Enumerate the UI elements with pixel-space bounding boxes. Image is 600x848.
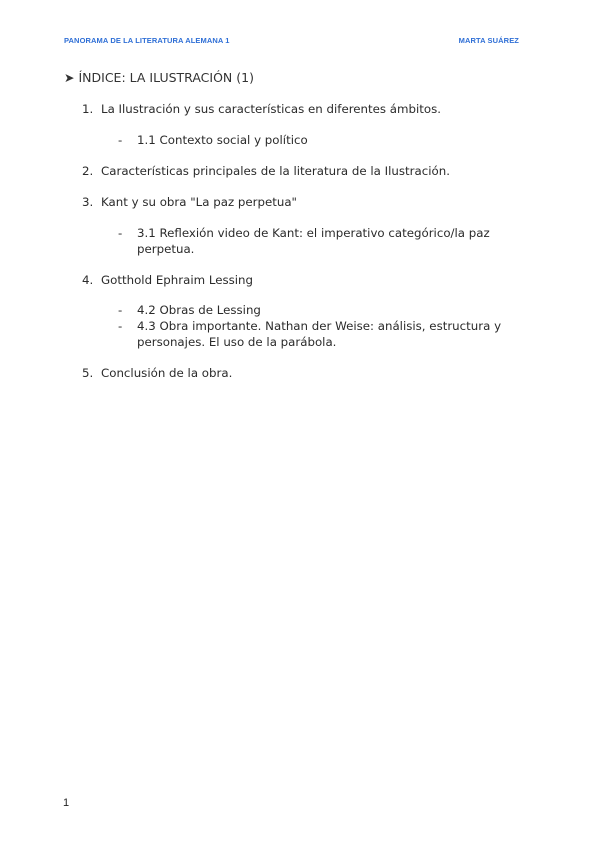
- item-number: 1.: [82, 102, 94, 116]
- index-title-text: ÍNDICE: LA ILUSTRACIÓN (1): [78, 70, 254, 85]
- dash-bullet: -: [118, 226, 123, 240]
- dash-bullet: -: [118, 133, 123, 147]
- index-title: [64, 70, 254, 85]
- header-author-name: MARTA SUÁREZ: [458, 36, 519, 45]
- item-text: La Ilustración y sus características en diferentes ámbitos.: [101, 102, 442, 116]
- item-number: 2.: [82, 164, 94, 178]
- subitem-text: 4.2 Obras de Lessing: [137, 303, 261, 317]
- subitem-text: 1.1 Contexto social y político: [137, 133, 308, 147]
- index-subitem-1-1: [118, 133, 528, 149]
- dash-bullet: -: [118, 303, 123, 317]
- dash-bullet: -: [118, 319, 123, 333]
- item-text: Conclusión de la obra.: [101, 366, 233, 380]
- subitem-text: 3.1 Reflexión video de Kant: el imperativo categórico/la paz perpetua.: [137, 226, 490, 256]
- page-number: 1: [63, 797, 70, 809]
- index-item-2: [82, 164, 532, 180]
- header-course-title: PANORAMA DE LA LITERATURA ALEMANA 1: [64, 36, 230, 45]
- item-text: Kant y su obra "La paz perpetua": [101, 195, 297, 209]
- index-subitem-3-1: [118, 226, 528, 257]
- index-item-1: [82, 102, 532, 118]
- item-text: Características principales de la literatura de la Ilustración.: [101, 164, 450, 178]
- subitem-text: 4.3 Obra importante. Nathan der Weise: análisis, estructura y personajes. El uso de la parábola.: [137, 319, 502, 349]
- arrow-bullet-icon: ➤: [64, 70, 75, 85]
- index-item-3: [82, 195, 532, 211]
- index-item-5: [82, 366, 532, 382]
- index-subitem-4-3: [118, 319, 528, 350]
- item-number: 3.: [82, 195, 94, 209]
- item-number: 4.: [82, 273, 94, 287]
- item-text: Gotthold Ephraim Lessing: [101, 273, 253, 287]
- index-item-4: [82, 273, 532, 289]
- index-subitem-4-2: [118, 303, 528, 319]
- item-number: 5.: [82, 366, 94, 380]
